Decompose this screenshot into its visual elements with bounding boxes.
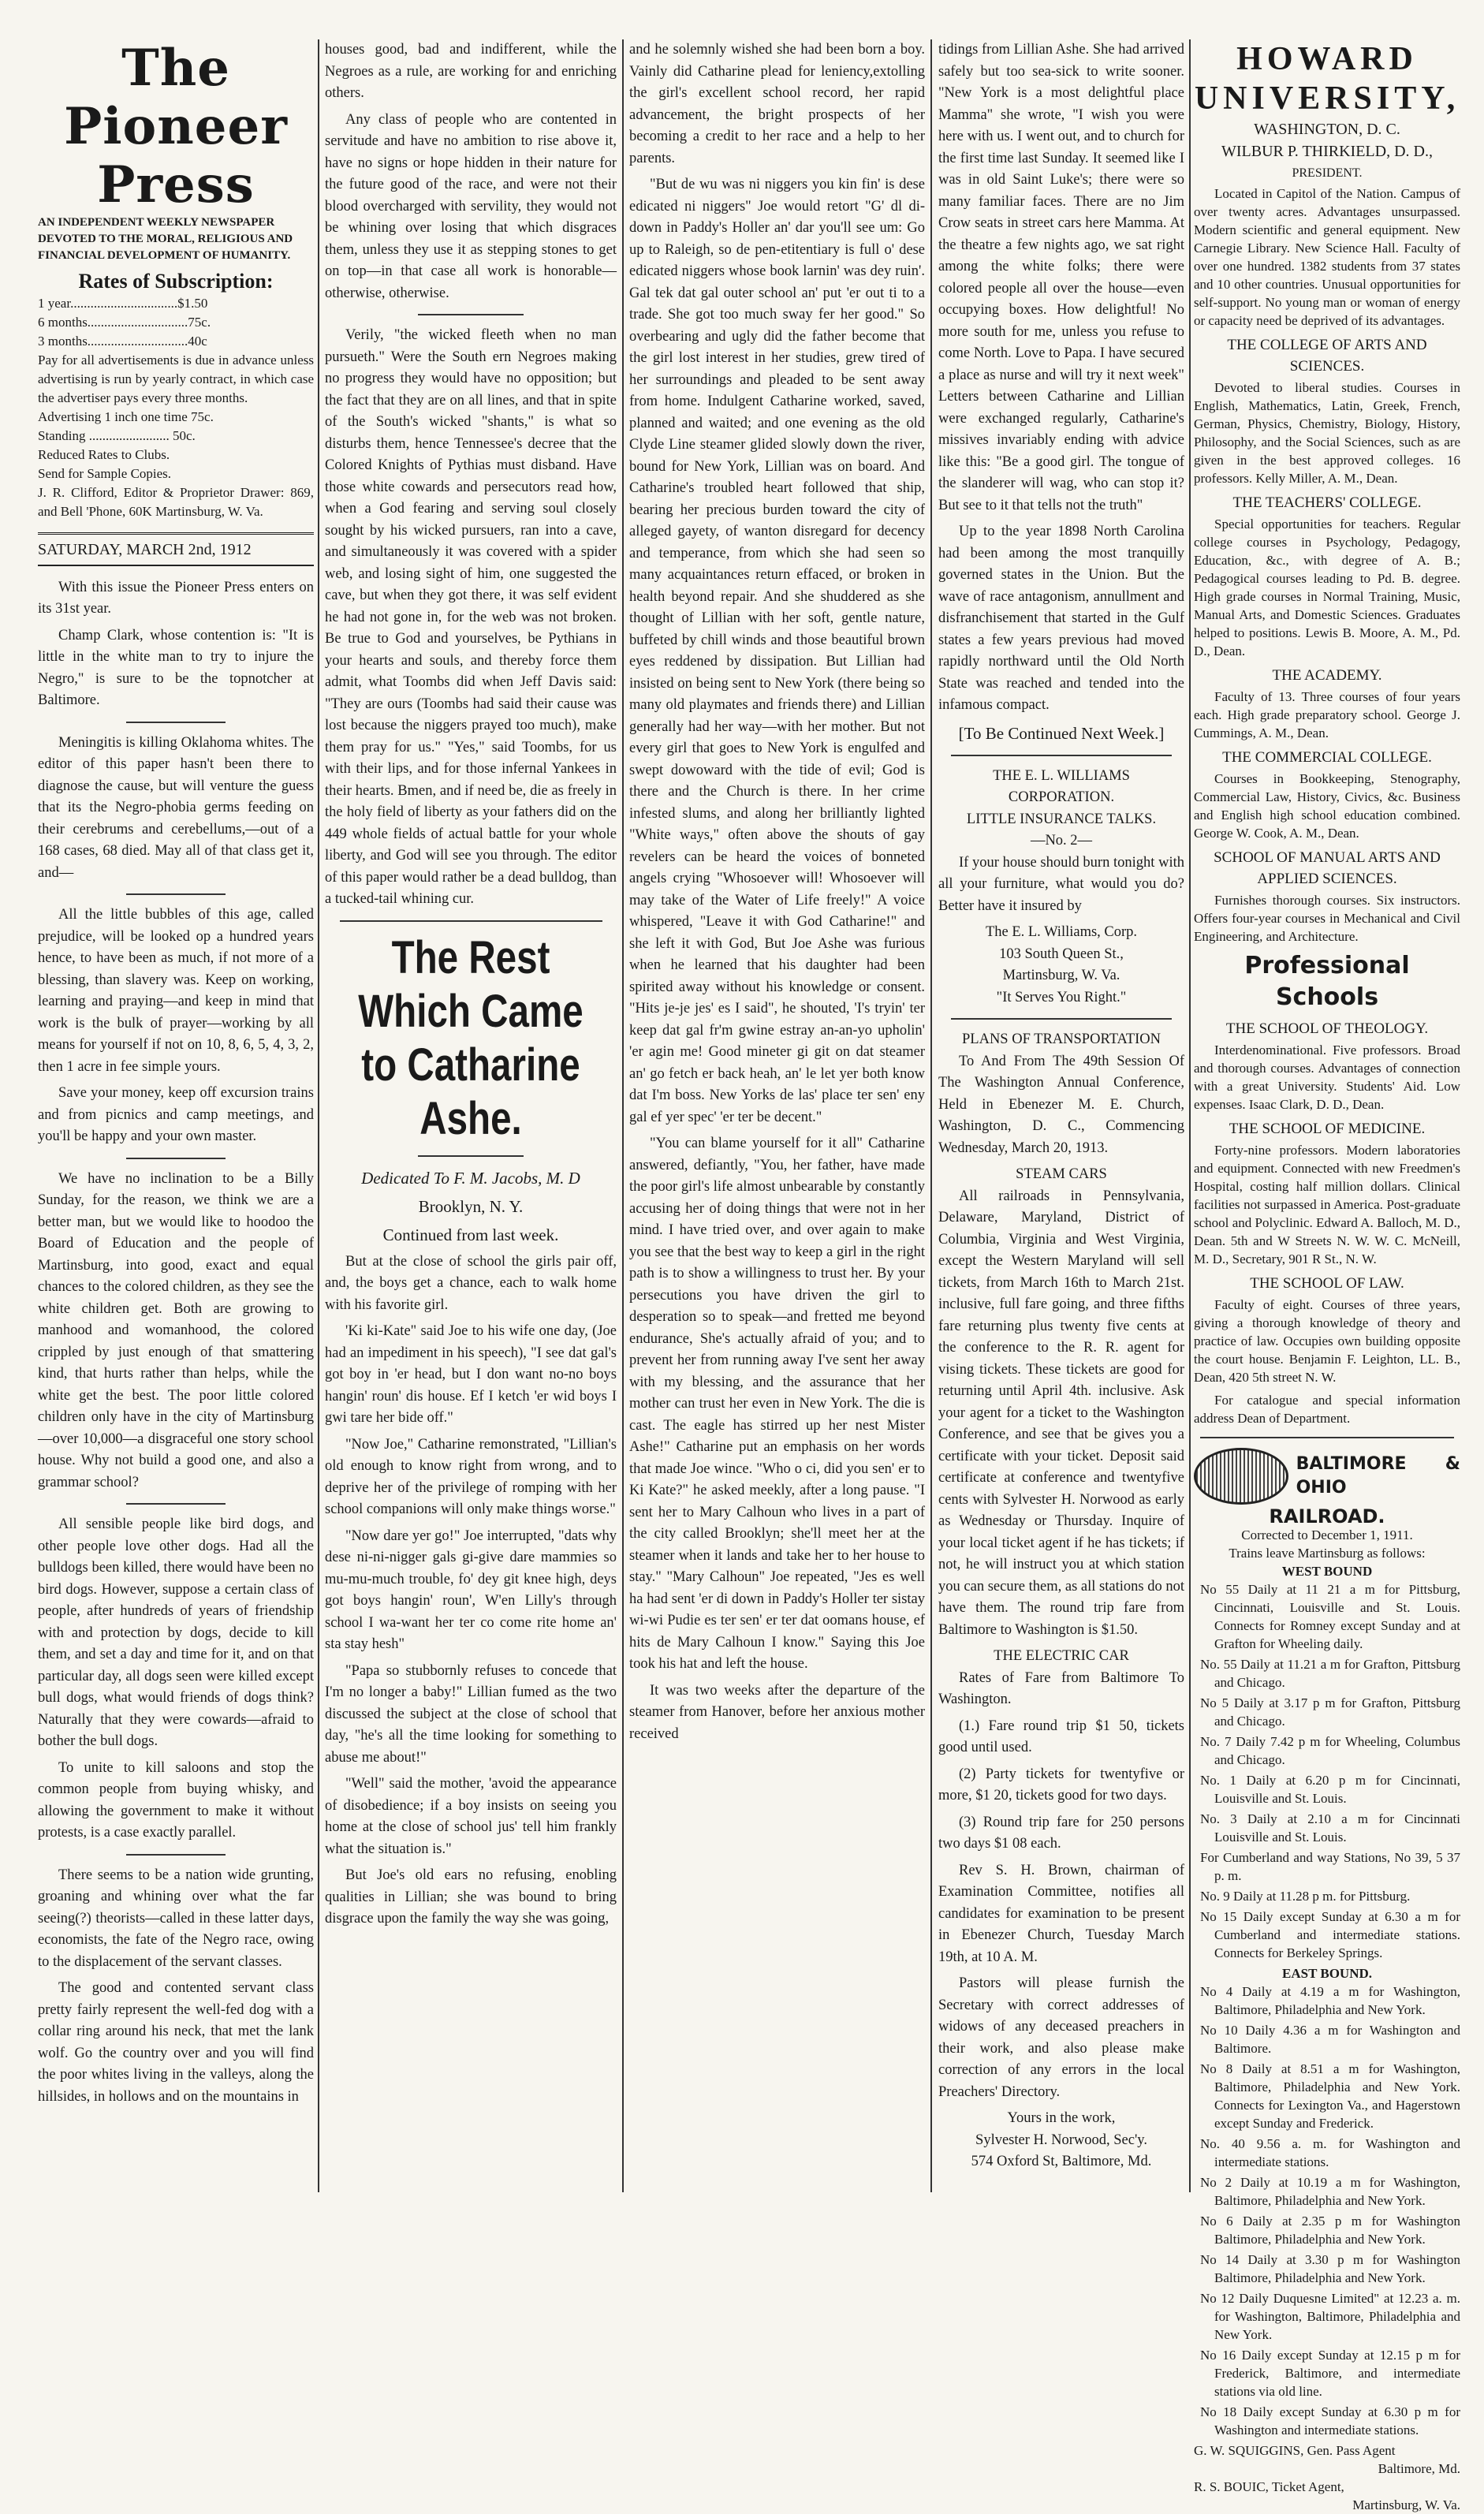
fare-item: (2) Party tickets for twentyfive or more, $1 20, tickets good for two days. — [938, 1766, 1184, 1803]
williams-subtitle: LITTLE INSURANCE TALKS. — [966, 811, 1157, 827]
train-entry: No 12 Daily Duquesne Limited" at 12.23 a. m. for Washington, Baltimore, Philadelphia and New York. — [1200, 2291, 1460, 2342]
williams-address: The E. L. Williams, Corp. — [985, 924, 1138, 940]
train-entry: No. 1 Daily at 6.20 p m for Cincinnati, Louisville and St. Louis. — [1200, 1773, 1460, 1806]
train-entry: No 6 Daily at 2.35 p m for Washington Baltimore, Philadelphia and New York. — [1200, 2214, 1460, 2247]
rates-notice: Pay for all advertisements is due in advance unless advertising is run by yearly contract, in which case the advertiser pays every three months. — [38, 352, 314, 405]
story-headline: The Rest Which Came to Catharine Ashe. — [358, 931, 584, 1144]
train-entry: No 8 Daily at 8.51 a m for Washington, Baltimore, Philadelphia and New York. Connects for Lexington Va., and Hagerstown except Sunday and Frederick. — [1200, 2061, 1460, 2131]
dept-title: THE COLLEGE OF ARTS AND SCIENCES. — [1227, 337, 1427, 375]
train-entry: No. 40 9.56 a. m. for Washington and intermediate stations. — [1200, 2136, 1460, 2169]
ad-line: Advertising 1 inch one time 75c. — [38, 408, 214, 424]
paragraph: 'Ki ki-Kate" said Joe to his wife one day, (Joe had an impediment in his speech), "I see dat gal's got boy in 'er head, but I don want no-no boys hangin' roun' dis house. Ef I ketch 'er wid boys I gwi tare her bide off." — [325, 1323, 617, 1426]
dept-body: Forty-nine professors. Modern laboratories and equipment. Connected with new Freedmen's Hospital, costing half million dollars. Clinical facilities not surpassed in America. Post-graduate school and Polyclinic. Edward A. Balloch, M. D., Dean. 5th and W Streets N. W. W. C. McNeill, M. D., Secretary, 901 R St., N. W. — [1194, 1143, 1460, 1266]
column-5 — [1194, 39, 1460, 2512]
howard-title — [1194, 39, 1460, 118]
column-4 — [938, 39, 1184, 2192]
paragraph: "You can blame yourself for it all" Catharine answered, defiantly, "You, her father, have made the poor girl's life almost unbearable by constantly accusing her of doing things that were not in her mind. I have tried over, and over again to make you see that the best way to keep a girl in the right path is to show a willingness to trust her. By your persecutions you have driven the girl to desperation so to speak—and fretted me beyond endurance, She's actually afraid of you; and to prevent her from running away I've sent her away with my blessing, and the assurance that her mother can trust her even in New York. The die is cast. The eagle has stirred up her nest Mister Ashe!" Catharine put an emphasis on her words that made Joe wince. "Who o ci, did you sen' er to Ki Kate?" he asked meekly, after a long pause. "I sent her to Mary Calhoun who lives in a part of the city called Brooklyn; she'll meet her at the steamer when it lands and take her to her house to stay." "Mary Calhoun" Joe repeated, "Jes es well ha had sent 'er di down in Paddy's Holler ter sistay wi-wi Pudie es ter sen' er ter dat oomans house, ef hits de Mary Calhoun I know." Saying this Joe took his hat and left the house. — [629, 1136, 925, 1672]
paragraph: houses good, bad and indifferent, while the Negroes as a rule, are working for and enriching others. — [325, 42, 617, 101]
dept-body: Interdenominational. Five professors. Broad and thorough courses. Advantages of connection with a great University. Students' Aid. Low expenses. Isaac Clark, D. D., Dean. — [1194, 1043, 1460, 1112]
williams-address: Martinsburg, W. Va. — [1002, 968, 1120, 983]
dept-title: THE COMMERCIAL COLLEGE. — [1222, 749, 1432, 766]
separator — [951, 1018, 1173, 1020]
separator — [126, 1854, 226, 1856]
dept-body: Furnishes thorough courses. Six instructors. Offers four-year courses in Mechanical and Civil Engineering, and Architecture. — [1194, 893, 1460, 944]
dept-title: THE SCHOOL OF LAW. — [1250, 1275, 1404, 1292]
dept-title: THE TEACHERS' COLLEGE. — [1232, 494, 1422, 511]
paragraph: It was two weeks after the departure of the steamer from Hanover, before her anxious mother received — [629, 1682, 925, 1742]
dept-title: SCHOOL OF MANUAL ARTS AND APPLIED SCIENCES. — [1214, 849, 1441, 887]
separator — [418, 1155, 523, 1157]
west-train-list — [1194, 1580, 1460, 1962]
paragraph: "Now Joe," Catharine remonstrated, "Lillian's old enough to know right from wrong, and to deprive her of the privilege of romping with her school companions will only make things worse." — [325, 1436, 617, 1517]
dept-body: Devoted to liberal studies. Courses in English, Mathematics, Latin, Greek, French, German, Physics, Chemistry, Biology, History, Philosophy, and the Social Sciences, such as are given in the best approved colleges. 16 professors. Kelly Miller, A. M., Dean. — [1194, 380, 1460, 486]
paragraph: The good and contented servant class pretty fairly represent the well-fed dog with a collar ring around his neck, that met the lank wolf. Go the country over and you will find the poor whites living in the valleys, along the hillsides, in hollows and on the mountains in — [38, 1980, 314, 2105]
williams-slogan: "It Serves You Right." — [996, 989, 1127, 1005]
dept-body: Special opportunities for teachers. Regular college courses in Psychology, Pedagogy, Education, &c., with degree of A. B.; Pedagogical courses leading to Pd. B. degree. High grade courses in Normal Training, Music, Manual Arts, and Domestic Sciences. Graduates helped to positions. Lewis B. Moore, A. M., Pd. D., Dean. — [1194, 517, 1460, 658]
paragraph: and he solemnly wished she had been born a boy. Vainly did Catharine plead for leniency,extolling the girl's excellent school record, her rapid advancement, the bright prospects of her becoming a credit to her race and a help to her parents. — [629, 42, 925, 166]
steam-title: STEAM CARS — [1016, 1166, 1107, 1182]
bo-name: BALTIMORE & OHIO — [1296, 1454, 1460, 1498]
agent-line: R. S. BOUIC, Ticket Agent, — [1194, 2479, 1344, 2494]
exam-notice: Rev S. H. Brown, chairman of Examination Committee, notifies all candidates for examination to be present in Ebenezer Church, Tuesday March 19th, at 10 A. M. — [938, 1862, 1184, 1965]
rates-title: Rates of Subscription: — [78, 270, 274, 293]
howard-title-line: UNIVERSITY, — [1194, 80, 1460, 117]
train-entry: No. 3 Daily at 2.10 a m for Cincinnati Louisville and St. Louis. — [1200, 1811, 1460, 1844]
steam-body: All railroads in Pennsylvania, Delaware, Maryland, District of Columbia, Virginia and West Virginia, except the Western Maryland will sell tickets, from March 16th to March 21st. inclusive, full fare going, and three fifths fare returning plus twenty five cents at the conference to the R. R. agent for vising tickets. These tickets are good for returning until April 4th. inclusive. Ask your agent for a ticket to the Washington Conference, and see that be gives you a certificate with your ticket. Deposit said certificate at conference and twentyfive cents with Sylvester H. Norwood as early as Wednesday or Thursday. Inquire of your local ticket agent if he has tickets; if not, he will instruct you at which station you can secure them, as all stations do not have them. The round trip fare from Baltimore to Washington is $1.50. — [938, 1188, 1184, 1638]
howard-president: WILBUR P. THIRKIELD, D. D., — [1221, 143, 1433, 160]
agent-place: Baltimore, Md. — [1378, 2461, 1460, 2476]
pastors-notice: Pastors will please furnish the Secretary with correct addresses of widows of any deceased preachers in their work, and also please make correction of any errors in the local Preachers' Directory. — [938, 1975, 1184, 2100]
masthead-subtitle: AN INDEPENDENT WEEKLY NEWSPAPER DEVOTED TO THE MORAL, RELIGIOUS AND FINANCIAL DEVELOPMENT OF HUMANITY. — [38, 216, 293, 262]
fare-item: (3) Round trip fare for 250 persons two days $1 08 each. — [938, 1814, 1184, 1852]
bo-corrected: Corrected to December 1, 1911. — [1241, 1527, 1413, 1542]
paragraph: Champ Clark, whose contention is: "It is little in the white man to try to injure the Negro," is sure to be the topnotcher at Baltimore. — [38, 627, 314, 708]
column-rule — [622, 39, 624, 2192]
paragraph: All sensible people like bird dogs, and other people love other dogs. Had all the bulldogs been killed, there would have been no bird dogs. However, suppose a certain class of people, after hundreds of years of friendship with and protection by dogs, decide to kill them, and set a day and time for it, and on that particular day, all dogs seen were killed except bull dogs, what would friends of dogs think? Naturally that they were cowards—afraid to bother the bull dogs. — [38, 1516, 314, 1749]
paragraph: "Now dare yer go!" Joe interrupted, "dats why dese ni-ni-nigger gals gi-give dare mammies so mu-mu-much trouble, fo' dey git knee high, deys got boys hangin' roun', W'en Lilly's through school I wa-want her ter co come rite home an' sta stay hesh" — [325, 1527, 617, 1652]
paragraph: Up to the year 1898 North Carolina had been among the most tranquilly governed states in the Union. But the wave of race antagonism, annullment and disfranchisement that started in the Gulf states a few years previous had moved rapidly northward until the Old North State was reached and tended into the infamous compact. — [938, 524, 1184, 713]
paragraph: tidings from Lillian Ashe. She had arrived safely but too sea-sick to write sooner. "New York is a most delightful place Mamma" she wrote, "I wish you were here with us. I went out, and to church for the first time last Sunday. It seemed like I was in old Saint Luke's; there were so many familiar faces. There are no Jim Crow seats in street cars here Mamma. At the theatre a few nights ago, we sat right among the white folks; there were colored people all over the house—even occupying boxes. How delightful! No more south for me, unless you refuse to come North. Love to Papa. I have secured a place as nurse and will try it next week" Letters between Catharine and Lillian were exchanged regularly, Catharine's missives invariably ending with advice like this: "Be a good girl. The tongue of the slanderer will wag, who can stop it? But see to it that tells not the truth" — [938, 42, 1184, 513]
dept-title: THE SCHOOL OF MEDICINE. — [1229, 1121, 1426, 1137]
east-train-list — [1194, 1982, 1460, 2439]
separator — [126, 1158, 226, 1159]
howard-title-line: HOWARD — [1236, 41, 1418, 77]
howard-place: WASHINGTON, D. C. — [1254, 121, 1400, 138]
railroad-logo-icon — [1194, 1448, 1288, 1505]
column-rule — [930, 39, 932, 2192]
separator — [126, 1503, 226, 1505]
paragraph: "Well" said the mother, 'avoid the appearance of disobedience; if a boy insists on seeing you home at the close of school jus' tell him frankly what the situation is." — [325, 1776, 617, 1857]
electric-intro: Rates of Fare from Baltimore To Washington. — [938, 1669, 1184, 1707]
separator — [1200, 1437, 1453, 1438]
west-bound-title: WEST BOUND — [1281, 1564, 1373, 1579]
story-dedication: Dedicated To F. M. Jacobs, M. D — [361, 1168, 580, 1188]
williams-number: —No. 2— — [1030, 833, 1093, 849]
column-rule — [318, 39, 319, 2192]
paragraph: Meningitis is killing Oklahoma whites. The editor of this paper hasn't been there to diagnose the cause, but will venture the guess that its the Negro-phobia germs feeding on their cerebrums and cerebellums,—out of a 168 cases, 68 died. May all of that class get it, and— — [38, 734, 314, 881]
rates-line: 3 months..............................40c — [38, 333, 207, 349]
dept-title: THE ACADEMY. — [1272, 667, 1382, 684]
rates-line: 6 months..............................75c. — [38, 314, 211, 330]
paragraph: We have no inclination to be a Billy Sunday, for the reason, we think we are a better man, but we would like to hoodoo the Board of Education and the people of Martinsburg, into good, exact and equal chances to the colored children, as they see the white children get. Both are growing to manhood and womanhood, the colored crippled by just enough of that smattering kind, that hurts rather than helps, while the white get the best. The poor little colored children only have in the city of Martinsburg—over 10,000—a disgraceful one story school house. Why not build a good one, and also a grammar school? — [38, 1170, 314, 1490]
paragraph: "But de wu was ni niggers you kin fin' is dese edicated ni niggers" Joe would retort "G' dl di-down in Paddy's Holler an' dar you'll see um: Go up to Raleigh, so de pen-etitentiary is full o' dese edicated niggers whose book larnin' was dey ruin'. Gal tek dat gal outer school an' put 'er out ti to a trade. She got too much sway fer her good." So overbearing and ugly did the father become that the girl lost interest in her studies, grew tired of her surroundings and pleaded to be sent away from home. Indulgent Catharine worked, saved, planned and waited; and one evening as the old Clyde Line steamer glided slowly down the river, bound for New York, Lillian was on board. And Catharine's troubled heart followed that ship, bearing her precious burden toward the city of alleged gayety, of wanton disregard for decency and temperance, from which she had seen so many acquaintances return effaced, or broken in health beyond repair. And she shuddered as she thought of Lillian with her soft, gentle nature, buffeted by chill winds and those beautiful brown eyes reddened by dissipation. But Lillian had insisted on being sent to New York (there being so many old playmates and friends there) and Lillian generally had her way—with her mother. But not every girl that goes to New York is engulfed and swept dowoward with the tide of evil; God is there and the Church is there. In her crime infested slums, and along her brilliantly lighted "White ways," often above the shouts of gay revelers can be heard the voices of bonneted angels crying "Whosoever will! Whosoever will may take of the Water of Life freely!" A voice whispered, "Leave it with God Catharine!" and she left it with God, But Joe Ashe was furious when he learned that his daughter had been spirited away without his knowledge or consent. "Hits je-je jes' es I said", he shouted, 'I's tryin' ter keep dat gal fr'm gwine estray an-an-yo upholin' 'er agin me! Good mineter gi git on dat steamer an' go fetch er back heah, an' le let yer both know dat I'm boss. New Yorks de las' place ter sen' eny gal ef yer spec' 'er ter be decent." — [629, 177, 925, 1125]
ad-line: Reduced Rates to Clubs. — [38, 446, 170, 462]
agent-line: G. W. SQUIGGINS, Gen. Pass Agent — [1194, 2443, 1396, 2458]
paragraph: Save your money, keep off excursion trains and from picnics and camp meetings, and you'll be happy and your own master. — [38, 1085, 314, 1144]
train-entry: For Cumberland and way Stations, No 39, 5 37 p. m. — [1200, 1850, 1460, 1883]
dept-body: Faculty of 13. Three courses of four years each. High grade preparatory school. George J. Cummings, A. M., Dean. — [1194, 689, 1460, 740]
fare-item: (1.) Fare round trip $1 50, tickets good until used. — [938, 1718, 1184, 1755]
east-bound-title: EAST BOUND. — [1282, 1966, 1372, 1981]
train-entry: No 55 Daily at 11 21 a m for Pittsburg, Cincinnati, Louisville and St. Louis. Connects for Romney except Sunday and at Grafton for Wheeling daily. — [1200, 1582, 1460, 1651]
paragraph: But Joe's old ears no refusing, enobling qualities in Lillian; she was bound to bring disgrace upon the family the way she was going, — [325, 1867, 617, 1927]
separator — [126, 722, 226, 723]
ad-line: Send for Sample Copies. — [38, 465, 172, 481]
paragraph: Verily, "the wicked fleeth when no man pursueth." Were the South ern Negroes making no progress they would have no opposition; but the fact that they are on all lines, and that in spite of the South's wicked "shants," is what so disturbs them, hence Tennessee's decree that the Colored Knights of Pythias must disband. Have those white cowards and persecutors read how, when a God fearing and serving soul closely sought by his wicked pursuers, ran into a cave, and simultaneously it was covered with a spider web, and losing sight of him, one suggested the cave, but when they got there, it was self evident he had not gone in, for the web was not broken. Be true to God and yourselves, be Pythians in your hearts and souls, and thereby force them admit, what Toombs did when Jeff Davis said: "They are ours (Toombs had said their cause was lost because the niggers prayed too much), make them pray for us." "Yes," said Toombs, for us with their lips, and for those infernal Yankees in their hearts. Bmen, and if need be, die as freely in the holy field of liberty as your fathers did on the 449 whole fields of actual battle for your whole liberty, and God will see you through. The editor of this paper would rather be a dead bulldog, than a tucked-tail whining cur. — [325, 327, 617, 907]
professional-schools-title: Professional Schools — [1244, 952, 1410, 1011]
separator — [951, 755, 1173, 756]
rates-line: 1 year................................$1.50 — [38, 295, 208, 311]
bo-railroad: RAILROAD. — [1269, 1505, 1385, 1527]
dept-body: Courses in Bookkeeping, Stenography, Commercial Law, History, Civics, &c. Business and English high school education combined. George W. Cook, A. M., Dean. — [1194, 771, 1460, 841]
signature-line: Sylvester H. Norwood, Sec'y. — [975, 2132, 1147, 2148]
train-entry: No 4 Daily at 4.19 a m for Washington, Baltimore, Philadelphia and New York. — [1200, 1984, 1460, 2017]
howard-president-title: PRESIDENT. — [1292, 166, 1363, 180]
separator — [126, 893, 226, 895]
dept-title: THE SCHOOL OF THEOLOGY. — [1225, 1020, 1429, 1037]
agent-place: Martinsburg, W. Va. — [1352, 2497, 1460, 2512]
paragraph: There seems to be a nation wide grunting, groaning and whining over what the far seeing(?) theorists—called in these latter days, economists, the fate of the Negro race, owing to the displacement of the servant classes. — [38, 1867, 314, 1970]
train-entry: No. 9 Daily at 11.28 p m. for Pittsburg. — [1200, 1889, 1411, 1904]
to-be-continued: [To Be Continued Next Week.] — [958, 723, 1165, 743]
plans-title: PLANS OF TRANSPORTATION — [962, 1031, 1161, 1047]
catalog-note: For catalogue and special information address Dean of Department. — [1194, 1393, 1460, 1426]
paragraph: To unite to kill saloons and stop the common people from buying whisky, and allowing the government to make it without protests, is a case exactly parallel. — [38, 1759, 314, 1841]
story-continued: Continued from last week. — [382, 1225, 559, 1244]
paragraph: But at the close of school the girls pair off, and, the boys get a chance, each to walk home with his favorite girl. — [325, 1253, 617, 1313]
separator — [418, 314, 523, 315]
column-2 — [325, 39, 617, 2192]
paragraph: Any class of people who are contented in servitude and have no ambition to rise above it, have no signs or hope hidden in their nature for the future good of the race, and were not their blood overcharged with servility, they would not be whining over losing that which disgraces them, unless they use it as stepping stones to get on top—in that case all work is honorable—otherwise, otherwise. — [325, 111, 617, 301]
ad-line: Standing ........................ 50c. — [38, 427, 196, 443]
story-dedication-place: Brooklyn, N. Y. — [418, 1196, 524, 1216]
train-entry: No. 55 Daily at 11.21 a m for Grafton, Pittsburg and Chicago. — [1200, 1657, 1460, 1690]
paragraph: With this issue the Pioneer Press enters on its 31st year. — [38, 579, 314, 617]
bo-header — [1194, 1448, 1460, 1505]
signature-line: Yours in the work, — [1007, 2110, 1116, 2126]
electric-title: THE ELECTRIC CAR — [994, 1648, 1129, 1664]
separator — [340, 920, 602, 922]
dateline: SATURDAY, MARCH 2nd, 1912 — [38, 532, 314, 566]
publisher-info: J. R. Clifford, Editor & Proprietor Drawer: 869, and Bell 'Phone, 60K Martinsburg, W. Va. — [38, 484, 314, 519]
train-entry: No 5 Daily at 3.17 p m for Grafton, Pittsburg and Chicago. — [1200, 1695, 1460, 1729]
train-entry: No 2 Daily at 10.19 a m for Washington, Baltimore, Philadelphia and New York. — [1200, 2175, 1460, 2208]
williams-body: If your house should burn tonight with all your furniture, what would you do? Better have it insured by — [938, 854, 1184, 914]
dept-body: Faculty of eight. Courses of three years, giving a thorough knowledge of theory and practice of law. Occupies own building opposite the court house. Benjamin F. Leighton, LL. B., Dean, 420 5th street N. W. — [1194, 1297, 1460, 1385]
column-1 — [38, 39, 314, 2192]
train-entry: No 10 Daily 4.36 a m for Washington and Baltimore. — [1200, 2023, 1460, 2056]
paragraph: All the little bubbles of this age, called prejudice, will be looked op a hundred years hence, to have been as much, if not more of a blessing, than slavery was. Keep on working, learning and praying—and keep in mind that work is the bulk of prayer—working by all means for yourself if not on 10, 8, 6, 5, 4, 3, 2, then 1 acre in fee simple yours. — [38, 907, 314, 1075]
howard-intro: Located in Capitol of the Nation. Campus of over twenty acres. Advantages unsurpassed. Modern scientific and general equipment. New Carnegie Library. New Science Hall. Faculty of over one hundred. 1382 students from 37 states and 10 other countries. Unusual opportunities for self-support. No young man or woman of energy or capacity need be deprived of its advantages. — [1194, 186, 1460, 328]
train-entry: No 14 Daily at 3.30 p m for Washington Baltimore, Philadelphia and New York. — [1200, 2252, 1460, 2285]
williams-title: THE E. L. WILLIAMS CORPORATION. — [993, 767, 1130, 805]
plans-intro: To And From The 49th Session Of The Washington Annual Conference, Held in Ebenezer M. E. Church, Washington, D. C., Commencing Wednesday, March 20, 1913. — [938, 1053, 1184, 1156]
column-rule — [1189, 39, 1191, 2192]
train-entry: No 15 Daily except Sunday at 6.30 a m for Cumberland and intermediate stations. Connects for Berkeley Springs. — [1200, 1909, 1460, 1960]
paragraph: "Papa so stubbornly refuses to concede that I'm no longer a baby!" Lillian fumed as the two discussed the subject at the close of school that day, "he's all the time looking for something to abuse me about!" — [325, 1662, 617, 1766]
column-3 — [629, 39, 925, 2192]
train-entry: No 16 Daily except Sunday at 12.15 p m for Frederick, Baltimore, and intermediate stations via old line. — [1200, 2348, 1460, 2399]
bo-leave: Trains leave Martinsburg as follows: — [1229, 1546, 1426, 1561]
train-entry: No 18 Daily except Sunday at 6.30 p m for Washington and intermediate stations. — [1200, 2404, 1460, 2438]
masthead-title: The Pioneer Press — [64, 39, 288, 214]
williams-address: 103 South Queen St., — [999, 946, 1124, 962]
train-entry: No. 7 Daily 7.42 p m for Wheeling, Columbus and Chicago. — [1200, 1734, 1460, 1767]
signature-line: 574 Oxford St, Baltimore, Md. — [971, 2154, 1152, 2169]
